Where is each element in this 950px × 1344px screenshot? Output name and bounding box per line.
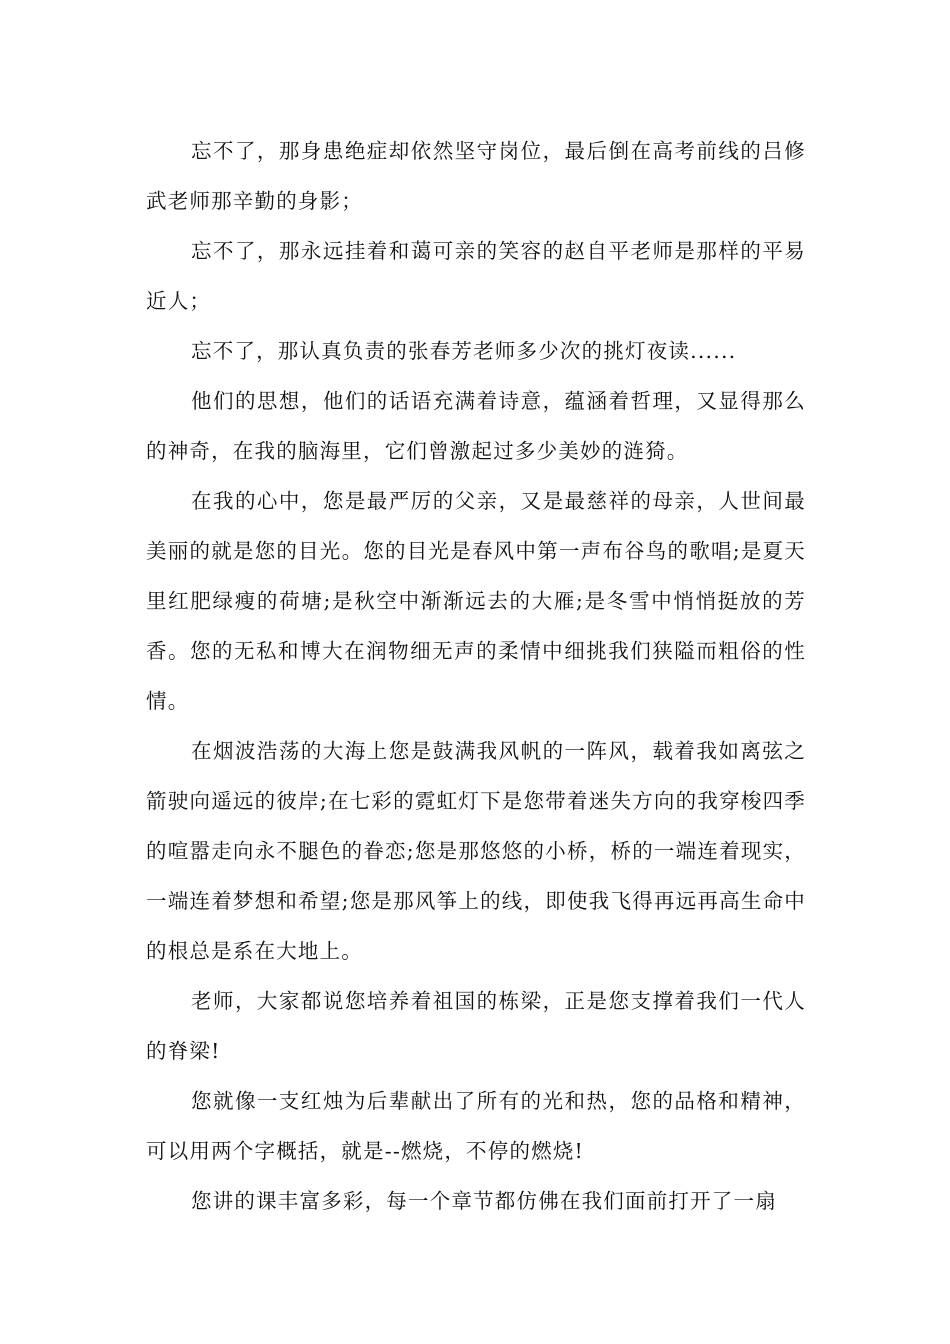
paragraph: 忘不了，那永远挂着和蔼可亲的笑容的赵自平老师是那样的平易近人； — [146, 239, 806, 313]
paragraph: 在我的心中，您是最严厉的父亲，又是最慈祥的母亲，人世间最美丽的就是您的目光。您的目光是春风中第一声布谷鸟的歌唱;是夏天里红肥绿瘦的荷塘;是秋空中渐渐远去的大雁;是冬雪中悄悄挺放的芳香。您的无私和博大在润物细无声的柔情中细挑我们狭隘而粗俗的性情。 — [146, 489, 806, 713]
paragraph: 老师，大家都说您培养着祖国的栋梁，正是您支撑着我们一代人的脊梁! — [146, 989, 806, 1063]
paragraph: 您就像一支红烛为后辈献出了所有的光和热，您的品格和精神，可以用两个字概括，就是--燃烧，不停的燃烧! — [146, 1089, 806, 1163]
document-body — [146, 126, 806, 1226]
paragraph: 他们的思想，他们的话语充满着诗意，蕴涵着哲理，又显得那么的神奇，在我的脑海里，它们曾激起过多少美妙的涟猗。 — [146, 389, 806, 463]
paragraph: 忘不了，那身患绝症却依然坚守岗位，最后倒在高考前线的吕修武老师那辛勤的身影； — [146, 139, 806, 213]
paragraph: 在烟波浩荡的大海上您是鼓满我风帆的一阵风，载着我如离弦之箭驶向遥远的彼岸;在七彩的霓虹灯下是您带着迷失方向的我穿梭四季的喧嚣走向永不腿色的眷恋;您是那悠悠的小桥，桥的一端连着现实，一端连着梦想和希望;您是那风筝上的线，即使我飞得再远再高生命中的根总是系在大地上。 — [146, 739, 806, 963]
paragraph: 忘不了，那认真负责的张春芳老师多少次的挑灯夜读...... — [191, 339, 737, 363]
paragraph: 您讲的课丰富多彩，每一个章节都仿佛在我们面前打开了一扇 — [191, 1189, 777, 1213]
